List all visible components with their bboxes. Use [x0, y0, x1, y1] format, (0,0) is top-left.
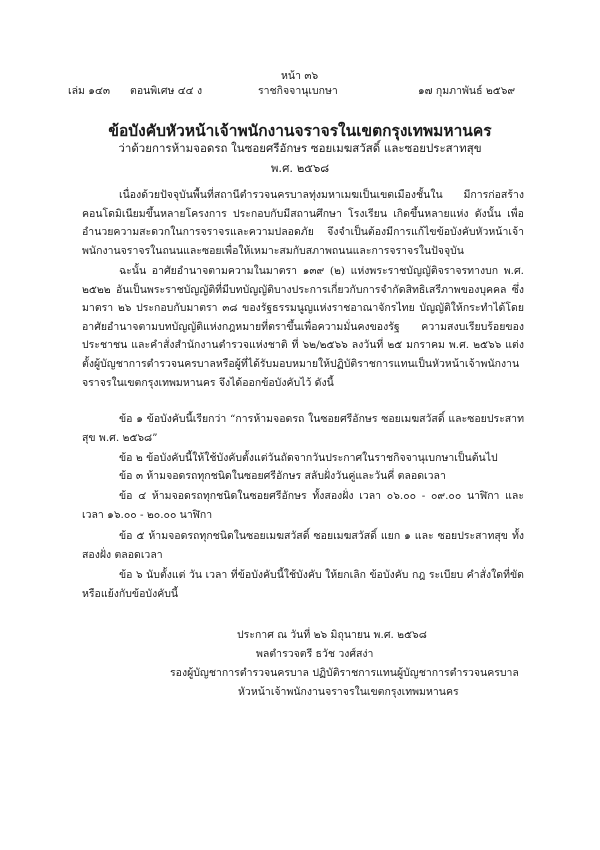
clause-1: ข้อ ๑ ข้อบังคับนี้เรียกว่า “การห้ามจอดรถ ในซอยศรีอักษร ซอยเมฆสวัสดิ์ และซอยประสาทสุข พ.ศ. ๒๕๖๘” — [82, 413, 524, 444]
clause-2: ข้อ ๒ ข้อบังคับนี้ให้ใช้บังคับตั้งแต่วันถัดจากวันประกาศในราชกิจจานุเบกษาเป็นต้นไป — [119, 452, 498, 464]
announcement-date: ประกาศ ณ วันที่ ๒๖ มิถุนายน พ.ศ. ๒๕๖๘ — [237, 629, 427, 641]
section-number: ตอนพิเศษ ๔๔ ง — [130, 85, 203, 97]
document-year: พ.ศ. ๒๕๖๘ — [270, 161, 330, 175]
clause-5: ข้อ ๕ ห้ามจอดรถทุกชนิดในซอยเมฆสวัสดิ์ ซอยเมฆสวัสดิ์ แยก ๑ และ ซอยประสาทสุข ทั้งสองฝั่ง ตลอดเวลา — [82, 530, 524, 561]
clause-6: ข้อ ๖ นับตั้งแต่ วัน เวลา ที่ข้อบังคับนี้ใช้บังคับ ให้ยกเลิก ข้อบังคับ กฎ ระเบียบ คำสั่งใดที่ขัดหรือแย้งกับข้อบังคับนี้ — [82, 569, 524, 600]
gazette-date: ๑๗ กุมภาพันธ์ ๒๕๖๙ — [418, 85, 516, 97]
authority-paragraph: ฉะนั้น อาศัยอำนาจตามความในมาตรา ๑๓๙ (๒) แห่งพระราชบัญญัติจราจรทางบก พ.ศ. ๒๕๒๒ อันเป็นพระราชบัญญัติที่มีบทบัญญัติบางประการเกี่ยวกับการจำกัดสิทธิเสรีภาพของบุคคล ซึ่งมาตรา ๒๖ ประกอบกับมาตรา ๓๘ ของรัฐธรรมนูญแห่งราชอาณาจักรไทย บัญญัติให้กระทำได้โดยอาศัยอำนาจตามบทบัญญัติแห่งกฎหมายที่ตราขึ้นเพื่อความมั่นคงของรัฐ ความสงบเรียบร้อยของประชาชน และคำสั่งสำนักงานตำรวจแห่งชาติ ที่ ๖๒/๒๕๖๖ ลงวันที่ ๒๕ มกราคม พ.ศ. ๒๕๖๖ แต่งตั้งผู้บัญชาการตำรวจนครบาลหรือผู้ที่ได้รับมอบหมายให้ปฏิบัติราชการแทนเป็นหัวหน้าเจ้าพนักงานจราจรในเขตกรุงเทพมหานคร จึงได้ออกข้อบังคับไว้ ดังนี้ — [82, 265, 524, 389]
signatory-name: พลตำรวจตรี ธวัช วงศ์สง่า — [256, 648, 374, 660]
document-title: ข้อบังคับหัวหน้าเจ้าพนักงานจราจรในเขตกรุงเทพมหานคร — [108, 121, 492, 140]
page-number: หน้า ๓๖ — [281, 70, 319, 82]
document-subtitle: ว่าด้วยการห้ามจอดรถ ในซอยศรีอักษร ซอยเมฆสวัสดิ์ และซอยประสาทสุข — [118, 141, 482, 155]
clause-4: ข้อ ๔ ห้ามจอดรถทุกชนิดในซอยศรีอักษร ทั้งสองฝั่ง เวลา ๐๖.๐๐ - ๐๙.๐๐ นาฬิกา และ เวลา ๑๖.๐๐ - ๒๐.๐๐ นาฬิกา — [82, 490, 524, 521]
signatory-position-2: หัวหน้าเจ้าพนักงานจราจรในเขตกรุงเทพมหานคร — [238, 686, 459, 698]
volume-number: เล่ม ๑๔๓ — [68, 85, 111, 97]
clause-3: ข้อ ๓ ห้ามจอดรถทุกชนิดในซอยศรีอักษร สลับฝั่งวันคู่และวันคี่ ตลอดเวลา — [119, 470, 446, 482]
preamble-paragraph: เนื่องด้วยปัจจุบันพื้นที่สถานีตำรวจนครบาลทุ่งมหาเมฆเป็นเขตเมืองชั้นใน มีการก่อสร้างคอนโดมิเนียมขึ้นหลายโครงการ ประกอบกับมีสถานศึกษา โรงเรียน เกิดขึ้นหลายแห่ง ดังนั้น เพื่ออำนวยความสะดวกในการจราจรและความปลอดภัย จึงจำเป็นต้องมีการแก้ไขข้อบังคับหัวหน้าเจ้าพนักงานจราจรในถนนและซอยเพื่อให้เหมาะสมกับสภาพถนนและการจราจรในปัจจุบัน — [82, 189, 524, 257]
gazette-name: ราชกิจจานุเบกษา — [258, 85, 338, 97]
signatory-position-1: รองผู้บัญชาการตำรวจนครบาล ปฏิบัติราชการแทนผู้บัญชาการตำรวจนครบาล — [170, 667, 519, 679]
